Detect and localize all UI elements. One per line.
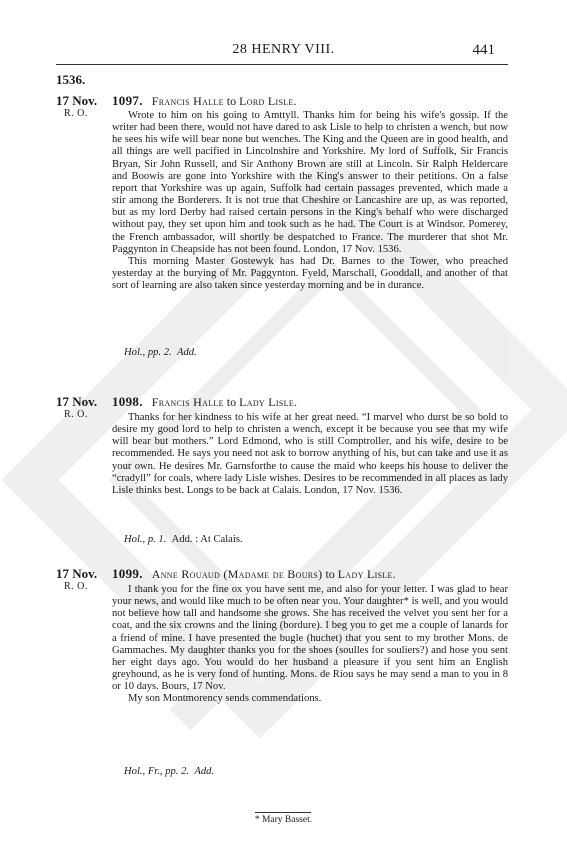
footnote: * Mary Basset. [254,815,313,825]
source-note: Add. [176,347,197,358]
source-description: Hol., pp. 2. [124,347,172,358]
entry-date: 17 Nov. [56,93,98,108]
running-head: 28 HENRY VIII. [232,42,335,57]
entry-number: 1098. [112,394,143,409]
entry-source [124,534,243,545]
entry-from: Francis Halle [151,395,224,409]
page-header [0,42,567,64]
source-note: Add. [194,766,215,777]
footnote-rule [255,812,311,813]
header-rule [56,64,508,65]
entry-to: Lord Lisle. [239,94,297,108]
source-description: Hol., p. 1. [124,534,167,545]
entry-number: 1099. [112,566,143,581]
source-description: Hol., Fr., pp. 2. [124,766,190,777]
entry-from: Francis Halle [151,94,224,108]
entry-connector: to [325,567,335,581]
entry-body [112,584,508,706]
entry-title [112,394,297,410]
entry-body [112,412,508,497]
page-number: 441 [472,42,495,58]
entry-date: 17 Nov. [56,566,98,581]
source-note: Add. : At Calais. [171,534,243,545]
entry-ref: R. O. [64,409,88,420]
entry-to: Lady Lisle. [239,395,298,409]
entry-paragraph: I thank you for the fine ox you have sent me, and also for your letter. I was glad to hear your news, and would like much to be often near you. Your daughter* is well, and you would not believe how tall and handsome she grows. She has received the velvet you sent her for a coat, and the six crowns and the lining (bordure). I beg you to get me a couple of lanards for a friend of mine. I have presented the bugle (huchet) that you sent to my brother Mons. de Gammaches. My daughter thanks you for the shoes (soulles for souliers?) and hose you sent her eight days ago. You would do her husband a pleasure if you sent him an English greyhound, as he is very fond of hunting. Mons. de Riou says he may send a man to you in 8 or 10 days. Bours, 17 Nov. [112,584,508,693]
entry-date: 17 Nov. [56,394,98,409]
entry-to: Lady Lisle. [337,567,396,581]
entry-title [112,566,396,582]
entry-ref: R. O. [64,108,88,119]
entry-title [112,93,297,109]
entry-connector: to [226,94,237,108]
year-marker: 1536. [56,72,86,87]
entry-paragraph: This morning Master Gostewyk has had Dr. Barnes to the Tower, who preached yesterday at the burying of Mr. Paggynton. Fyeld, Marschall, Gooddall, and another of that sort of learning are also taken since yesterday morning and be in durance. [112,255,508,292]
entry-source [124,347,197,358]
entry-number: 1097. [112,93,143,108]
entry-paragraph: My son Montmorency sends commendations. [128,693,322,705]
entry-paragraph: Thanks for her kindness to his wife at her great need. “I marvel who durst be so bold to desire my good lord to help to christen a wench, except it be because you see that my wife will bear but mothers.” Lord Edmond, who is still Comptroller, and his wife, desire to be recommended. He says you need not ask to borrow anything of his, but can take and use it as your own. He desires Mr. Garnsforthe to cause the maid who keeps his house to deliver the “cradyll” for coals, where lady Lisle wishes. Desires to be recommended in all places as lady Lisle thinks best. Longs to be back at Calais. London, 17 Nov. 1536. [112,412,508,496]
entry-ref: R. O. [64,581,88,592]
entry-body [112,110,508,292]
entry-source [124,766,214,777]
entry-connector: to [226,395,237,409]
entry-paragraph: Wrote to him on his going to Amttyll. Thanks him for being his wife's gossip. If the writer had been there, would not have dared to ask Lisle to help to christen a wench, but now he sees his wife will bear none but wenches. The King and the Queen are in good health, and all things are well pacified in Lincolnshire and Yorkshire. My lord of Suffolk, Sir Francis Bryan, Sir John Russell, and Sir Anthony Brown are still at Lincoln. Sir Ralph Heldercare and Boowis are gone into Yorkshire with the King's answer to their petitions. On a false report that Yorkshire was up again, Suffolk had certain passages prevented, which made a stir among the Borderers. It is not true that Cheshire or Lancashire are up, as was reported, but as my lord Derby had raised certain persons in the King's behalf who were discharged without pay, they set upon him and took such as he had. The Court is at Windsor. Pomerey, the French ambassador, will shortly be despatched to France. The murderer that shot Mr. Paggynton in Cheapside has not been found. London, 17 Nov. 1536. [112,110,508,255]
entry-from: Anne Rouaud (Madame de Bours) [151,567,323,581]
